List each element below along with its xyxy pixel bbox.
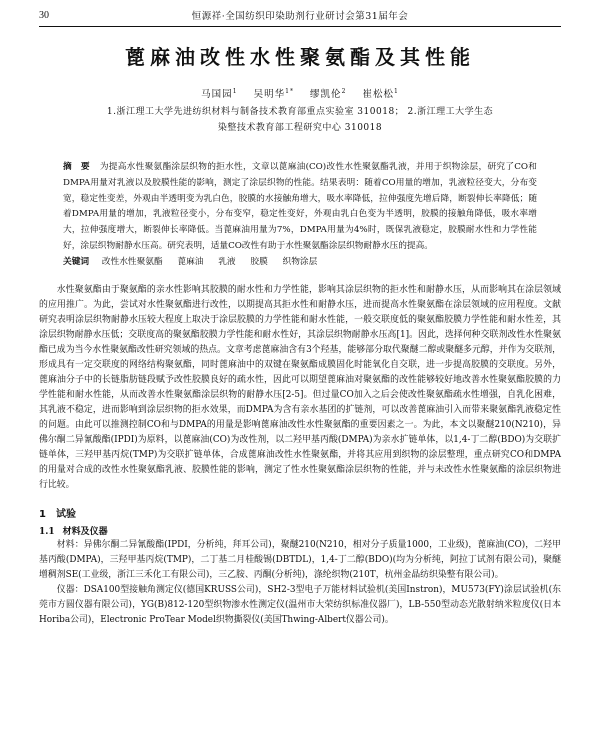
abstract-label: 摘 要 [63, 162, 90, 172]
instruments-paragraph: 仪器：DSA100型接触角测定仪(德国KRUSS公司)，SH2-3型电子万能材料试验机(美国Instron)，MU573(FY)涂层试验机(东莞市方圆仪器有限公司)，YG(B)812-120型织物渗水性测定仪(温州市大荣纺织标准仪器厂)，LB-550型动态光散射纳米粒度仪(日本Horiba公司)，Electronic ProTear Model织物撕裂仪(美国Thwing-Albert仪器公司)。 [39, 584, 561, 625]
author: 吴明华$^{1*}$ [253, 87, 294, 100]
keyword: 蓖麻油 [177, 256, 204, 267]
affiliation-line: 1.浙江理工大学先进纺织材料与制备技术教育部重点实验室 310018； 2.浙江理工大学生态 [106, 107, 494, 117]
author: 马国园$^1$ [201, 87, 238, 100]
keyword: 胶膜 [250, 256, 268, 267]
author: 缪凯伦$^2$ [310, 87, 347, 100]
paper-page [0, 4, 600, 743]
keyword: 乳液 [218, 256, 236, 267]
abstract [63, 160, 537, 255]
author-list [39, 86, 561, 100]
running-header [39, 4, 561, 27]
subsection-heading: 1.1 材料及仪器 [39, 526, 108, 537]
abstract-text: 为提高水性聚氨酯涂层织物的拒水性，文章以蓖麻油(CO)改性水性聚氨酯乳液，并用于织物涂层，研究了CO和DMPA用量对乳液以及胶膜性能的影响，测定了涂层织物的性能。结果表明：随着CO用量的增加，乳液粒径变大，分布变宽，稳定性变差，外观由半透明变为乳白色，胶膜的水接触角增大，吸水率降低，拉伸强度先增后降，断裂伸长率降低；随着DMPA用量的增加，乳液粒径变小，分布变窄，稳定性变好，外观由乳白色变为半透明，胶膜的接触角降低，吸水率增大，拉伸强度增大，断裂伸长率降低。当蓖麻油用量为7%，DMPA用量为4%时，既保乳液稳定，胶膜耐水性和力学性能好，涂层织物耐静水压高。研究表明，适量CO改性有助于水性聚氨酯涂层织物耐静水压的提高。 [63, 162, 537, 251]
keywords [63, 255, 537, 271]
keyword: 改性水性聚氨酯 [101, 256, 163, 267]
intro-paragraph: 水性聚氨酯由于聚氨酯的亲水性影响其胶膜的耐水性和力学性能，影响其涂层织物的拒水性和耐静水压，从而影响其在涂层领域的应用推广。为此，尝试对水性聚氨酯进行改性，以期提高其拒水性和耐静水压，进而提高水性聚氨酯在涂层领域的应用程度。文献研究表明涂层织物耐静水压较大程度上取决于涂层胶膜的力学性能和耐水性能，一般交联度低的聚氨酯胶膜力学性能和耐水性差，其涂层织物耐静水压低；交联度高的聚氨酯胶膜力学性能和耐水性好，其涂层织物耐静水压高[1]。因此，选择何种交联剂改性水性聚氨酯已成为当今水性聚氨酯改性研究领域的热点。文章考虑蓖麻油含有3个羟基，能够部分取代聚醚二醇或聚醚多元醇，并作为交联剂，形成具有一定交联度的网络结构聚氨酯，同时蓖麻油中的双键在聚氨酯成膜固化时能氧化自交联，进一步提高胶膜的交联度。另外，蓖麻油分子中的长链脂肪链段赋予改性胶膜良好的疏水性，因此可以期望蓖麻油对聚氨酯的改性能够较好地改善水性聚氨酯胶膜的力学性能和耐水性能，从而改善水性聚氨酯涂层织物的耐静水压[2-5]。但过量CO加入之后会使改性聚氨酯疏水性增强，自乳化困难，其乳液不稳定，进而影响到涂层织物的拒水效果，而DMPA为含有亲水基团的扩链剂，可以改善蓖麻油引入而带来聚氨酯乳液稳定性的问题。由此可以推测控制CO和与DMPA的用量是影响蓖麻油改性水性聚氨酯的重要因素之一。为此，本文以聚醚210(N210)，异佛尔酮二异氰酸酯(IPDI)为原料，以蓖麻油(CO)为改性剂，以二羟甲基丙酸(DMPA)为亲水扩链单体，以1,4-丁二醇(BDO)为交联扩链单体，三羟甲基丙烷(TMP)为交联扩链单体，合成蓖麻油改性水性聚氨酯，并将其应用到织物的涂层整理，重点研究CO和DMPA的用量对合成的改性水性聚氨酯乳液、胶膜性能的影响，测定了性水性聚氨酯涂层织物的性能，并与未改性水性聚氨酯的涂层织物进行比较。 [39, 284, 561, 490]
affiliation-line: 染整技术教育部工程研究中心 310018 [217, 123, 383, 133]
author: 崔松松$^1$ [362, 87, 399, 100]
materials-paragraph: 材料：异佛尔酮二异氰酸酯(IPDI，分析纯，拜耳公司)，聚醚210(N210，相对分子质量1000，工业级)，蓖麻油(CO)，二羟甲基丙酸(DMPA)，三羟甲基丙烷(TMP)，二丁基二月桂酸锡(DBTDL)，1,4-丁二醇(BDO)(均为分析纯，阿拉丁试剂有限公司)，聚醚增稠剂SE(工业级，浙江三禾化工有限公司)，三乙胺、丙酮(分析纯)，涤纶织物(210T，杭州金晶纺织染整有限公司)。 [39, 539, 561, 580]
section-heading: 1 试验 [39, 508, 76, 520]
keywords-label: 关键词 [63, 256, 90, 267]
paper-title: 蓖麻油改性水性聚氨酯及其性能 [125, 45, 475, 69]
introduction [39, 283, 561, 493]
keyword: 织物涂层 [282, 256, 318, 267]
running-title: 恒源祥·全国纺织印染助剂行业研讨会第31届年会 [191, 11, 409, 22]
affiliation [39, 104, 561, 136]
page-number: 30 [39, 9, 49, 21]
